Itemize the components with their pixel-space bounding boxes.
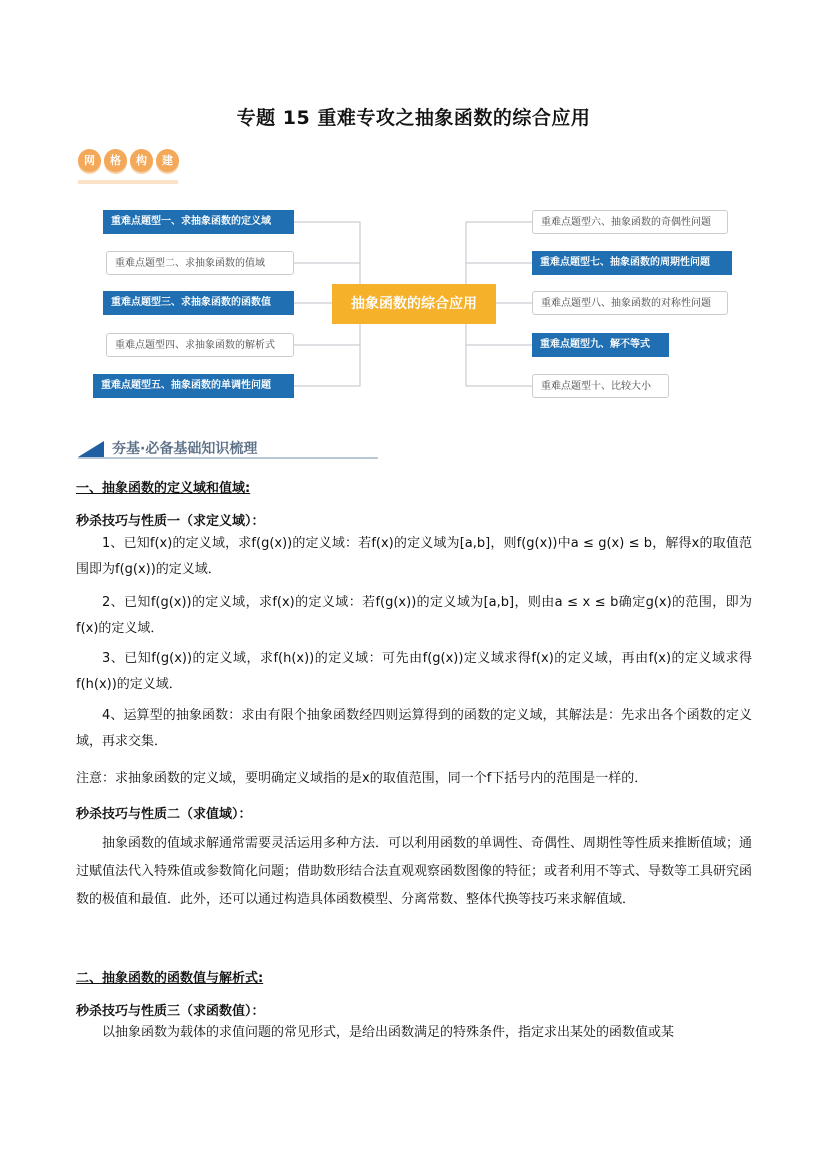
paragraph-2: 2、已知f(g(x))的定义域，求f(x)的定义域：若f(g(x))的定义域为[a,b]，则由a ≤ x ≤ b确定g(x)的范围，即为f(x)的定义域． (76, 595, 752, 636)
section-header-marker (78, 441, 104, 457)
mindmap-left-node-3: 重难点题型三、求抽象函数的函数值 (103, 291, 294, 315)
paragraph-6: 以抽象函数为载体的求值问题的常见形式，是给出函数满足的特殊条件，指定求出某处的函数值或某 (102, 1025, 675, 1040)
badge-char: 建 (156, 149, 179, 172)
mindmap-right-node-9: 重难点题型九、解不等式 (532, 333, 669, 357)
heading-domain-range: 一、抽象函数的定义域和值域: (76, 481, 251, 496)
mindmap-left-node-5: 重难点题型五、抽象函数的单调性问题 (93, 374, 294, 398)
mindmap-left-node-1: 重难点题型一、求抽象函数的定义域 (103, 210, 294, 234)
paragraph-5: 抽象函数的值域求解通常需要灵活运用多种方法．可以利用函数的单调性、奇偶性、周期性等性质来推断值域；通过赋值法代入特殊值或参数简化问题；借助数形结合法直观观察函数图像的特征；或者利用不等式、导数等工具研究函数的极值和最值．此外，还可以通过构造具体函数模型、分离常数、整体代换等技巧来求解值域． (76, 836, 753, 907)
mind-map (0, 200, 827, 410)
mindmap-right-node-10: 重难点题型十、比较大小 (532, 374, 669, 398)
subheading-technique-2: 秒杀技巧与性质二（求值域）： (76, 807, 252, 822)
paragraph-3: 3、已知f(g(x))的定义域，求f(h(x))的定义域：可先由f(g(x))定义域求得f(x)的定义域，再由f(x)的定义域求得f(h(x))的定义域． (76, 651, 752, 692)
mindmap-right-node-7: 重难点题型七、抽象函数的周期性问题 (532, 251, 732, 275)
badge-char: 格 (104, 149, 127, 172)
section-header (78, 437, 378, 461)
mindmap-right-node-6: 重难点题型六、抽象函数的奇偶性问题 (532, 210, 728, 234)
grid-build-badge (78, 149, 179, 172)
paragraph-1: 1、已知f(x)的定义域，求f(g(x))的定义域：若f(x)的定义域为[a,b]，则f(g(x))中a ≤ g(x) ≤ b，解得x的取值范围即为f(g(x))的定义域． (76, 536, 752, 577)
badge-char: 构 (130, 149, 153, 172)
section-header-text: 夯基·必备基础知识梳理 (112, 441, 258, 457)
subheading-technique-3: 秒杀技巧与性质三（求函数值）： (76, 1004, 265, 1019)
paragraph-4: 4、运算型的抽象函数：求由有限个抽象函数经四则运算得到的函数的定义域，其解法是：先求出各个函数的定义域，再求交集． (76, 708, 752, 749)
section-header-rule (78, 457, 378, 459)
badge-underline (78, 180, 178, 184)
mindmap-left-node-4: 重难点题型四、求抽象函数的解析式 (106, 333, 294, 357)
page-title: 专题 15 重难专攻之抽象函数的综合应用 (236, 107, 591, 129)
subheading-technique-1: 秒杀技巧与性质一（求定义域）： (76, 514, 265, 529)
note-paragraph: 注意：求抽象函数的定义域，要明确定义域指的是x的取值范围，同一个f下括号内的范围是一样的． (76, 771, 648, 786)
mindmap-center-node: 抽象函数的综合应用 (332, 284, 496, 324)
badge-char: 网 (78, 149, 101, 172)
mindmap-left-node-2: 重难点题型二、求抽象函数的值域 (106, 251, 294, 275)
heading-value-expression: 二、抽象函数的函数值与解析式: (76, 971, 264, 986)
mindmap-right-node-8: 重难点题型八、抽象函数的对称性问题 (532, 291, 728, 315)
